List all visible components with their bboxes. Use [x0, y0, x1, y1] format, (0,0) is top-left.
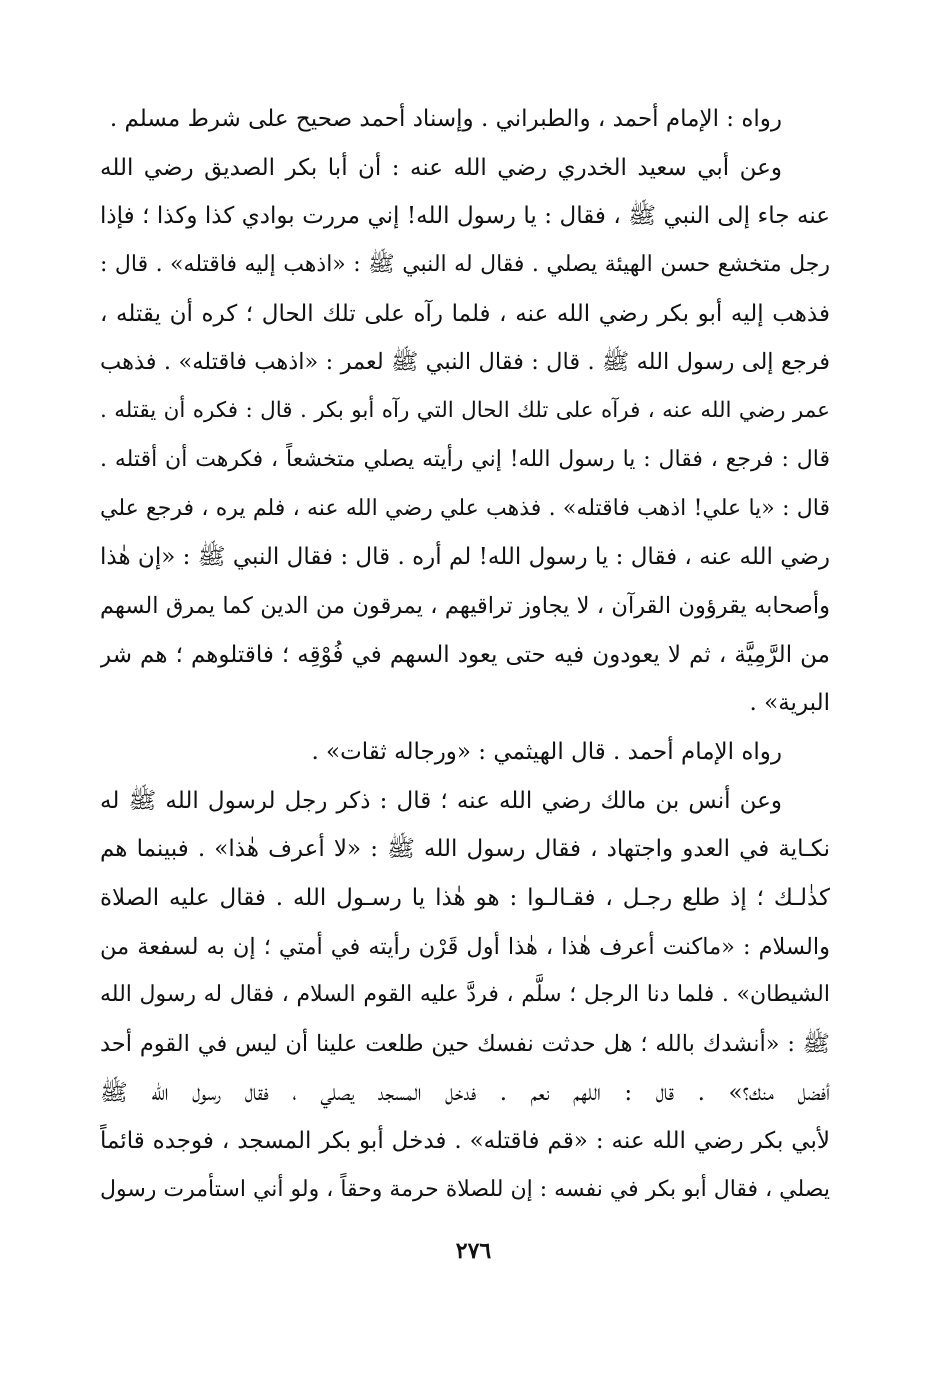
text-line: قال : فرجع ، فقال : يا رسول الله! إني رأيته يصلي متخشعاً ، فكرهت أن أقتله .	[100, 446, 830, 472]
text-line: ﷺ : «أنشدك بالله ؛ هل حدثت نفسك حين طلعت علينا أن ليس في القوم أحد	[100, 1031, 830, 1058]
text-line: فرجع إلى رسول الله ﷺ . قال : فقال النبي ﷺ لعمر : «اذهب فاقتله» . فذهب	[100, 349, 830, 376]
text-line: رواه الإمام أحمد . قال الهيثمي : «ورجاله ثقات» .	[311, 738, 782, 765]
text-line: لأبي بكر رضي الله عنه : «قم فاقتله» . فدخل أبو بكر المسجد ، فوجده قائماً	[100, 1128, 830, 1155]
text-line: يصلي ، فقال أبو بكر في نفسه : إن للصلاة حرمة وحقاً ، ولو أني استأمرت رسول	[100, 1177, 830, 1203]
text-line: كذٰلـك ؛ إذ طلع رجـل ، فقـالـوا : هو هٰذا يا رسـول الله . فقال عليه الصلاة	[100, 885, 830, 911]
text-line: قال : «يا علي! اذهب فاقتله» . فذهب علي رضي الله عنه ، فلم يره ، فرجع علي	[100, 495, 830, 521]
text-line: أفضل منك؟» . قال : اللهم نعم . فدخل المسجد يصلي ، فقال رسول الله ﷺ	[100, 1079, 830, 1106]
text-line: عنه جاء إلى النبي ﷺ ، فقال : يا رسول الله! إني مررت بوادي كذا وكذا ؛ فإذا	[100, 203, 830, 230]
text-line: وعن أبي سعيد الخدري رضي الله عنه : أن أبا بكر الصديق رضي الله	[100, 154, 782, 181]
page-number: ٢٧٦	[455, 1238, 492, 1264]
text-line: رجل متخشع حسن الهيئة يصلي . فقال له النبي ﷺ : «اذهب إليه فاقتله» . قال :	[100, 252, 830, 278]
text-line: رواه : الإمام أحمد ، والطبراني . وإسناد أحمد صحيح على شرط مسلم .	[109, 106, 782, 132]
text-line: وأصحابه يقرؤون القرآن ، لا يجاوز تراقيهم ، يمرقون من الدين كما يمرق السهم	[100, 592, 830, 619]
text-line: عمر رضي الله عنه ، فرآه على تلك الحال التي رآه أبو بكر . قال : فكره أن يقتله .	[100, 398, 830, 424]
text-line: والسلام : «ماكنت أعرف هٰذا ، هٰذا أول قَرْن رأيته في أمتي ؛ إن به لسفعة من	[100, 933, 830, 960]
text-line: البرية» .	[749, 690, 830, 717]
text-line: نكـاية في العدو واجتهاد ، فقال رسول الله ﷺ : «لا أعرف هٰذا» . فبينما هم	[100, 836, 830, 863]
text-line: من الرَّمِيَّة ، ثم لا يعودون فيه حتى يعود السهم في فُوْقِه ؛ فاقتلوهم ؛ هم شر	[100, 641, 830, 668]
page-body	[100, 95, 830, 1215]
text-line: وعن أنس بن مالك رضي الله عنه ؛ قال : ذكر رجل لرسول الله ﷺ له	[100, 787, 782, 814]
text-line: الشيطان» . فلما دنا الرجل ؛ سلَّم ، فردَّ عليه القوم السلام ، فقال له رسول الله	[100, 982, 830, 1008]
text-line: رضي الله عنه ، فقال : يا رسول الله! لم أره . قال : فقال النبي ﷺ : «إن هٰذا	[100, 544, 830, 571]
text-line: فذهب إليه أبو بكر رضي الله عنه ، فلما رآه على تلك الحال ؛ كره أن يقتله ،	[100, 300, 830, 327]
